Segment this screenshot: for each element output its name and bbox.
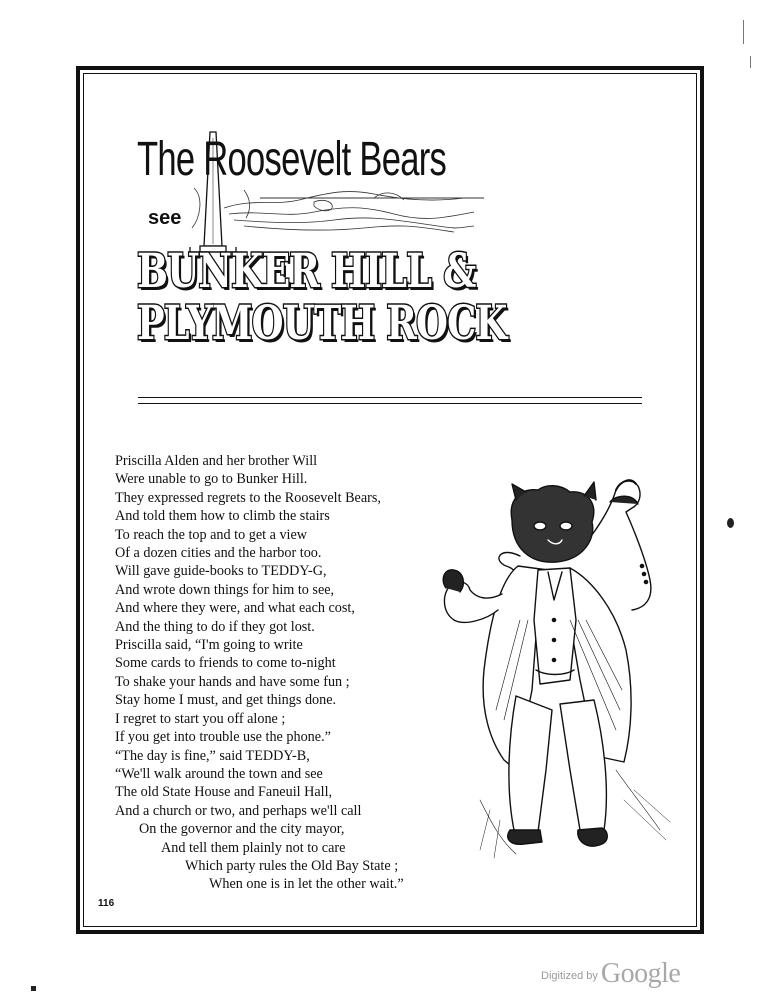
poem-line: “The day is fine,” said TEDDY-B, [115,747,310,764]
poem-line: And where they were, and what each cost, [115,600,355,617]
scan-mark [31,986,36,991]
poem-line: And told them how to climb the stairs [115,508,330,525]
divider-rule [138,403,642,404]
poem-line: To reach the top and to get a view [115,526,308,543]
title-plymouth-rock: PLYMOUTH ROCK [137,296,507,351]
scan-mark [727,518,734,528]
page-number: 116 [98,898,115,909]
poem-line: Which party rules the Old Bay State ; [185,857,399,874]
poem-line: And a church or two, and perhaps we'll call [115,802,362,819]
title-bunker-hill: BUNKER HILL & [137,244,476,299]
bear-in-suit-waving-icon [420,470,672,860]
poem-line: They expressed regrets to the Roosevelt Bears, [115,489,381,506]
poem-line: On the governor and the city mayor, [139,821,345,838]
poem-line: And the thing to do if they got lost. [115,618,315,635]
scan-mark [743,20,744,44]
poem-line: When one is in let the other wait.” [209,876,404,893]
scan-mark [750,56,751,68]
poem-line: I regret to start you off alone ; [115,710,286,727]
poem-line: Of a dozen cities and the harbor too. [115,545,322,562]
poem-line: Priscilla Alden and her brother Will [115,453,318,469]
poem-line: Will gave guide-books to TEDDY-G, [115,563,327,580]
title-the-roosevelt-bears: The Roosevelt Bears [137,133,447,186]
poem-line: The old State House and Faneuil Hall, [115,784,333,801]
poem-line: And tell them plainly not to care [161,839,346,856]
divider-rule [138,397,642,398]
title-see: see [148,207,182,229]
poem-line: Priscilla said, “I'm going to write [115,637,303,654]
poem-line: If you get into trouble use the phone.” [115,729,331,746]
poem-line: To shake your hands and have some fun ; [115,673,350,690]
harbor-landscape-icon [192,188,484,232]
poem-line: Stay home I must, and get things done. [115,692,337,709]
poem-text [115,452,404,894]
poem-line: And wrote down things for him to see, [115,581,335,598]
poem-line: “We'll walk around the town and see [115,765,323,782]
poem-line: Were unable to go to Bunker Hill. [115,471,308,488]
digitized-prefix: Digitized by [541,970,598,982]
digitized-by-google-watermark [541,958,680,990]
google-logo-text: Google [600,958,681,989]
poem-line: Some cards to friends to come to-night [115,655,336,672]
